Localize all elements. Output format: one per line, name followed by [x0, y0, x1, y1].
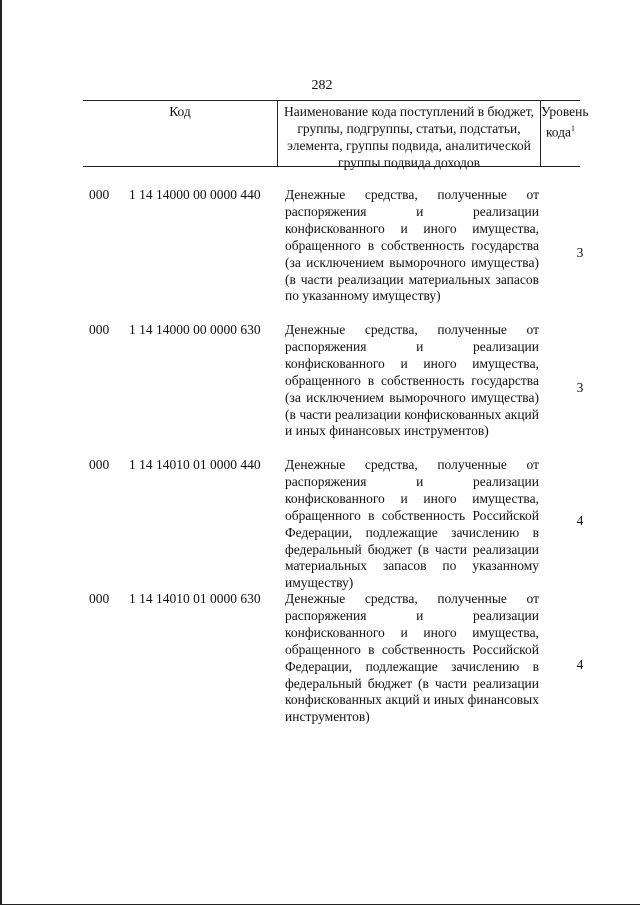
- row-prefix: 000: [89, 457, 110, 472]
- row-level: 4: [576, 513, 584, 528]
- header-code-label: Код: [169, 104, 191, 119]
- row-level: 3: [576, 380, 584, 395]
- row-name: Денежные средства, полученные от распоряжения и реализации конфискованного и иного имущества, обращенного в собственность государства (за исключением выморочного имущества) (в части реализации материальных запасов по указанному имуществу): [285, 187, 539, 304]
- row-prefix: 000: [89, 322, 110, 337]
- page-number: 282: [311, 78, 333, 93]
- row-code: 1 14 14010 01 0000 630: [129, 591, 261, 606]
- header-code: [83, 101, 277, 166]
- header-name: Наименование кода поступлений в бюджет, группы, подгруппы, статьи, подстатьи, элемента, группы подвида, аналитической группы подвида доходов: [277, 101, 541, 166]
- row-prefix: 000: [89, 187, 110, 202]
- row-level: 3: [576, 245, 584, 260]
- header-level-footnote: 1: [571, 124, 576, 133]
- row-name: Денежные средства, полученные от распоряжения и реализации конфискованного и иного имущества, обращенного в собственность государства (за исключением выморочного имущества) (в части реализации конфискованных акций и иных финансовых инструментов): [285, 322, 539, 439]
- header-level-label: Уровень кода: [541, 104, 589, 140]
- row-code: 1 14 14000 00 0000 440: [129, 187, 261, 202]
- row-code: 1 14 14010 01 0000 440: [129, 457, 261, 472]
- row-name: Денежные средства, полученные от распоряжения и реализации конфискованного и иного имущества, обращенного в собственность Российской Федерации, подлежащие зачислению в федеральный бюджет (в части реализации материальных запасов по указанному имуществу): [285, 457, 539, 591]
- header-level: [541, 101, 589, 168]
- table-header: [83, 100, 589, 170]
- row-code: 1 14 14000 00 0000 630: [129, 322, 261, 337]
- row-level: 4: [576, 657, 584, 672]
- row-name: Денежные средства, полученные от распоряжения и реализации конфискованного и иного имущества, обращенного в собственность Российской Федерации, подлежащие зачислению в федеральный бюджет (в части реализации конфискованных акций и иных финансовых инструментов): [285, 591, 539, 725]
- row-prefix: 000: [89, 591, 110, 606]
